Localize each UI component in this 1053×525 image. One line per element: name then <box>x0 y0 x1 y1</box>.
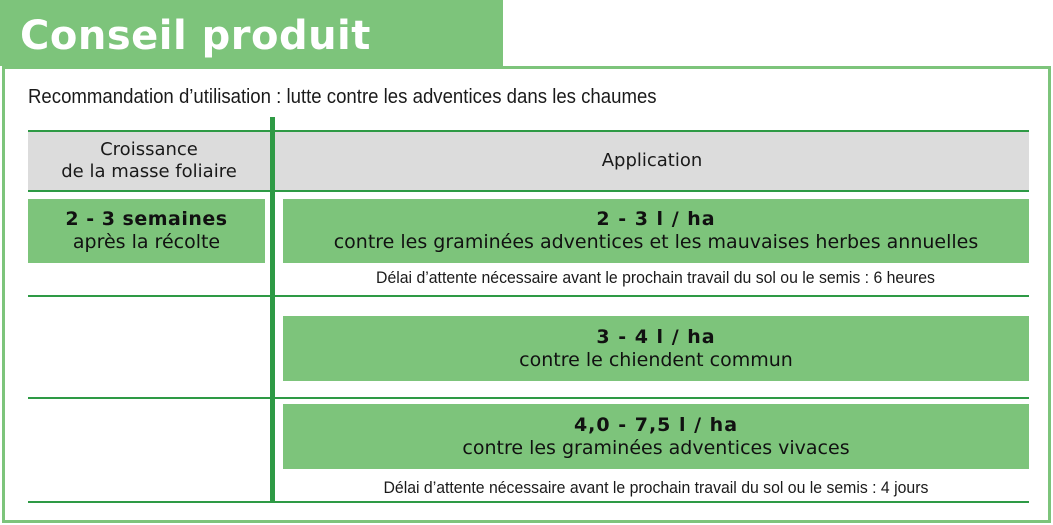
header-tab <box>0 0 503 66</box>
application-target: contre le chiendent commun <box>519 348 793 371</box>
recommendation-text: Recommandation d’utilisation : lutte contre les adventices dans les chaumes <box>28 86 657 108</box>
growth-text: après la récolte <box>72 231 221 253</box>
row-divider-2 <box>28 397 1029 399</box>
row-divider-1 <box>28 295 1029 297</box>
waiting-period-note <box>283 478 1029 498</box>
column-header-growth <box>28 132 270 190</box>
waiting-period-note-text: Délai d’attente nécessaire avant le prochain travail du sol ou le semis : 6 heures <box>376 268 936 287</box>
application-dose: 3 - 4 l / ha <box>596 325 716 348</box>
waiting-period-note <box>283 268 1029 288</box>
application-cell <box>283 199 1029 263</box>
application-cell <box>283 316 1029 381</box>
table-bottom-rule <box>28 501 1029 503</box>
application-dose: 4,0 - 7,5 l / ha <box>573 413 739 436</box>
growth-cell <box>28 199 265 263</box>
application-cell <box>283 404 1029 469</box>
application-target: contre les graminées adventices vivaces <box>462 436 850 459</box>
header-bottom-rule <box>28 190 1029 192</box>
column-header-application: Application <box>275 132 1029 190</box>
column-divider <box>270 117 275 503</box>
application-dose: 2 - 3 l / ha <box>596 208 716 230</box>
column-header-growth-line-1: Croissance <box>100 139 198 160</box>
page-title: Conseil produit <box>20 13 371 59</box>
growth-period: 2 - 3 semaines <box>65 208 228 230</box>
application-target: contre les graminées adventices et les mauvaises herbes annuelles <box>333 231 979 253</box>
column-header-growth-line-2: de la masse foliaire <box>61 161 237 182</box>
waiting-period-note-text: Délai d’attente nécessaire avant le prochain travail du sol ou le semis : 4 jours <box>383 478 929 497</box>
